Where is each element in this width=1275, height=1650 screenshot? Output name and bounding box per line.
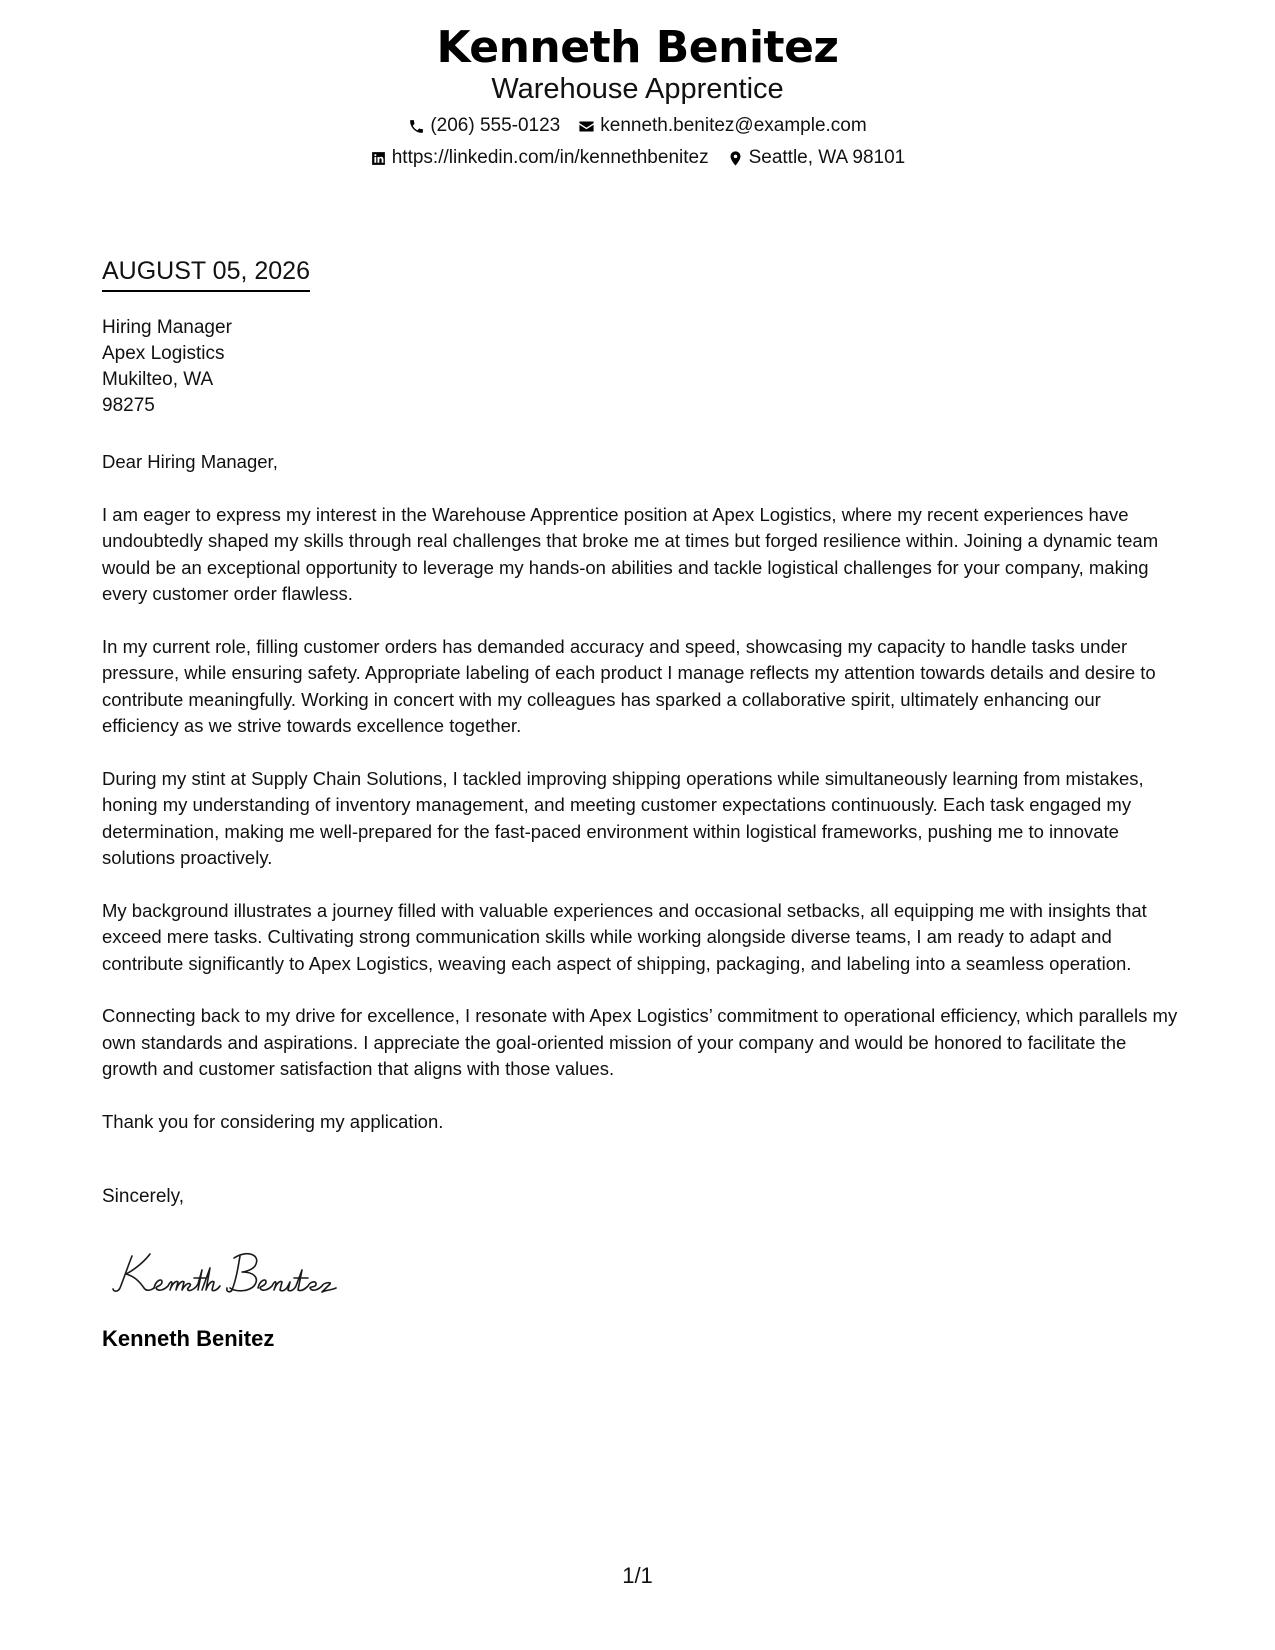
linkedin-icon <box>370 150 387 167</box>
map-marker-icon <box>727 150 744 167</box>
contact-line-2 <box>0 146 1275 170</box>
recipient-line: Mukilteo, WA <box>102 369 214 390</box>
body-paragraph: I am eager to express my interest in the Warehouse Apprentice position at Apex Logistics, where my recent experiences have undoubtedly shaped my skills through real challenges that broke me at times but forged resilience within. Joining a dynamic team would be an exceptional opportunity to leverage my hands-on abilities and tackle logistical challenges for your company, making every customer order flawless. <box>102 503 1159 604</box>
applicant-name: Kenneth Benitez <box>436 22 839 73</box>
email-text: kenneth.benitez@example.com <box>600 115 867 136</box>
location-text: Seattle, WA 98101 <box>748 147 906 168</box>
contact-linkedin <box>370 146 709 170</box>
recipient-line: Apex Logistics <box>102 343 225 364</box>
envelope-icon <box>578 118 595 135</box>
letter-header <box>0 22 1275 170</box>
letter-date-block <box>102 256 310 292</box>
recipient-line: 98275 <box>102 395 155 416</box>
body-paragraph: Thank you for considering my application. <box>102 1110 444 1132</box>
contact-line-1 <box>0 114 1275 138</box>
contact-phone <box>408 114 560 138</box>
body-paragraph: My background illustrates a journey filled with valuable experiences and occasional setbacks, all equipping me with insights that exceed mere tasks. Cultivating strong communication skills while working alongside diverse teams, I am ready to adapt and contribute significantly to Apex Logistics, weaving each aspect of shipping, packaging, and labeling into a seamless operation. <box>102 899 1147 974</box>
handwritten-signature <box>110 1242 360 1302</box>
salutation: Dear Hiring Manager, <box>102 451 278 472</box>
phone-icon <box>408 118 425 135</box>
contact-email <box>578 114 866 138</box>
recipient-address <box>102 315 232 419</box>
page-number: 1/1 <box>622 1563 653 1588</box>
contact-location <box>727 146 906 170</box>
phone-text: (206) 555-0123 <box>430 115 561 136</box>
closing: Sincerely, <box>102 1186 185 1207</box>
letter-date: AUGUST 05, 2026 <box>102 256 310 292</box>
body-paragraph: During my stint at Supply Chain Solutions, I tackled improving shipping operations while simultaneously learning from mistakes, honing my understanding of inventory management, and meeting customer expectations continuously. Each task engaged my determination, making me well-prepared for the fast-paced environment within logistical frameworks, pushing me to innovate solutions proactively. <box>102 767 1144 868</box>
body-paragraph: In my current role, filling customer orders has demanded accuracy and speed, showcasing my capacity to handle tasks under pressure, while ensuring safety. Appropriate labeling of each product I manage reflects my attention towards details and desire to contribute meaningfully. Working in concert with my colleagues has sparked a collaborative spirit, ultimately enhancing our efficiency as we strive towards excellence together. <box>102 635 1156 736</box>
applicant-job-title: Warehouse Apprentice <box>491 73 784 105</box>
recipient-line: Hiring Manager <box>102 317 232 338</box>
linkedin-text: https://linkedin.com/in/kennethbenitez <box>391 147 709 168</box>
body-paragraph: Connecting back to my drive for excellence, I resonate with Apex Logistics’ commitment to operational efficiency, which parallels my own standards and aspirations. I appreciate the goal-oriented mission of your company and would be honored to facilitate the growth and customer satisfaction that aligns with those values. <box>102 1005 1178 1079</box>
letter-body <box>102 449 1182 1161</box>
signer-name: Kenneth Benitez <box>102 1326 275 1351</box>
